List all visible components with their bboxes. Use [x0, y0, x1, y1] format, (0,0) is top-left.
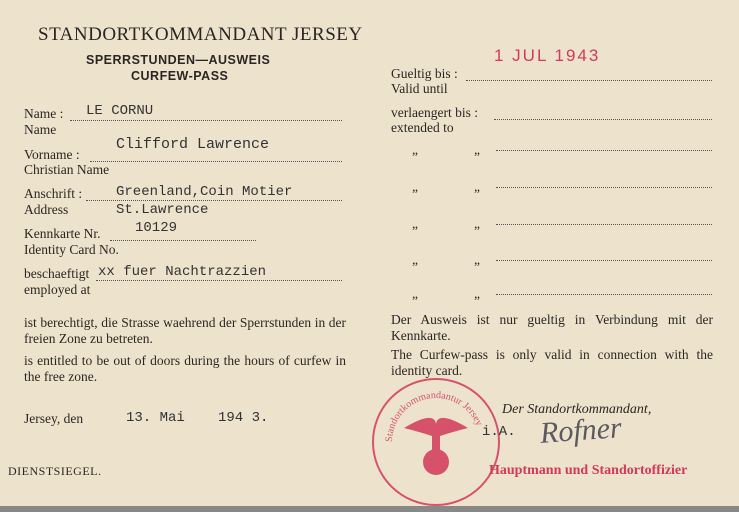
date-label: Jersey, den	[24, 411, 84, 426]
official-seal	[372, 378, 500, 506]
ditto-mark: „	[474, 286, 480, 301]
validity-date-stamp: 1 JUL 1943	[494, 46, 601, 65]
eagle-emblem-icon	[374, 380, 498, 504]
vorname-label: Vorname :	[24, 147, 80, 162]
signatory-title: Der Standortkommandant,	[502, 402, 652, 417]
seal-text: Standortkommandantur Jersey	[383, 389, 485, 443]
beschaeftigt-label: beschaeftigt	[24, 266, 90, 281]
date-day: 13. Mai	[126, 410, 185, 426]
extension-line	[496, 224, 712, 225]
scan-edge	[0, 506, 739, 512]
permission-text-en: is entitled to be out of doors during the hours of curfew in the free zone.	[24, 353, 346, 384]
permission-text-de: ist berechtigt, die Strasse waehrend der Sperrstunden in der freien Zone zu betreten.	[24, 315, 346, 346]
document-title: STANDORTKOMMANDANT JERSEY	[38, 24, 363, 45]
ditto-mark: „	[412, 286, 418, 301]
extension-line	[496, 150, 712, 151]
extension-line	[496, 187, 712, 188]
anschrift-label: Anschrift :	[24, 186, 83, 201]
kennkarte-value: 10129	[135, 220, 178, 236]
validity-note-de: Der Ausweis ist nur gueltig in Verbindung mit der Kennkarte.	[391, 312, 713, 343]
extension-line	[496, 294, 712, 295]
vorname-value: Clifford Lawrence	[116, 136, 270, 153]
ditto-mark: „	[474, 179, 480, 194]
verlaengert-label: verlaengert bis :	[391, 105, 478, 120]
kennkarte-label-en: Identity Card No.	[24, 242, 119, 257]
anschrift-label-en: Address	[24, 202, 69, 217]
verlaengert-label-en: extended to	[391, 120, 454, 135]
rank-stamp: Hauptmann und Standortoffizier	[489, 463, 688, 478]
kennkarte-label: Kennkarte Nr.	[24, 226, 101, 241]
dienstsiegel-label: DIENSTSIEGEL.	[8, 464, 102, 478]
signature: Rofner	[538, 411, 623, 450]
ditto-mark: „	[412, 252, 418, 267]
name-value: LE CORNU	[86, 103, 154, 119]
ditto-mark: „	[412, 216, 418, 231]
address-line1: Greenland,Coin Motier	[116, 184, 293, 200]
ditto-mark: „	[474, 142, 480, 157]
validity-note-en: The Curfew-pass is only valid in connection with the identity card.	[391, 347, 713, 378]
beschaeftigt-value: xx fuer Nachtrazzien	[98, 264, 267, 280]
subtitle-de: SPERRSTUNDEN—AUSWEIS	[86, 53, 271, 67]
gueltig-label: Gueltig bis :	[391, 66, 458, 81]
date-year: 194 3.	[218, 410, 269, 426]
extension-line	[496, 260, 712, 261]
vorname-label-en: Christian Name	[24, 162, 110, 177]
ditto-mark: „	[474, 252, 480, 267]
ia-label: i.A.	[482, 424, 516, 440]
name-label: Name :	[24, 106, 64, 121]
ditto-mark: „	[412, 179, 418, 194]
gueltig-label-en: Valid until	[391, 81, 448, 96]
beschaeftigt-label-en: employed at	[24, 282, 91, 297]
ditto-mark: „	[474, 216, 480, 231]
name-label-en: Name	[24, 122, 57, 137]
ditto-mark: „	[412, 142, 418, 157]
address-line2: St.Lawrence	[116, 202, 209, 218]
subtitle-en: CURFEW-PASS	[131, 69, 229, 83]
